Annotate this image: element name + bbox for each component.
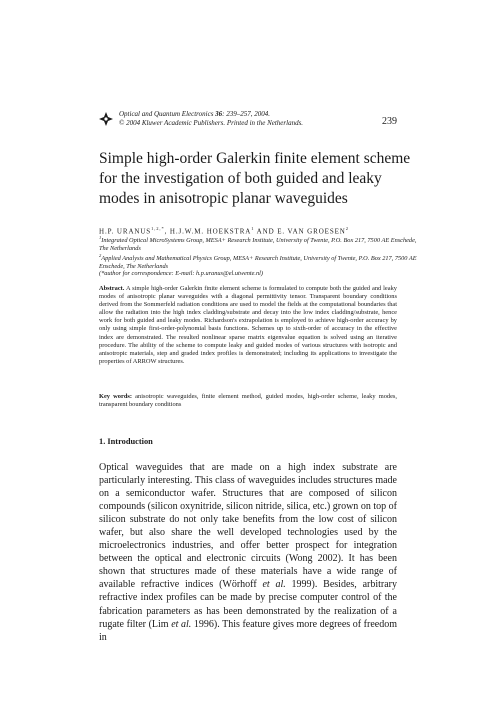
paper-title: Simple high-order Galerkin finite element scheme for the investigation of both guided and leaky modes in anisotropic planar waveguides	[99, 150, 411, 207]
abstract	[99, 285, 397, 366]
affiliation-2: $^2$Applied Analysis and Mathematical Physics Group, MESA+ Research Institute, University of Twente, P.O. Box 217, 7500 AE Enschede, The Netherlands	[99, 253, 417, 271]
publisher-logo-icon	[98, 111, 114, 127]
affiliation-1: $^1$Integrated Optical MicroSystems Group, MESA+ Research Institute, University of Twente, P.O. Box 217, 7500 AE Enschede, The Netherlands	[99, 235, 417, 253]
abstract-label: Abstract.	[99, 285, 125, 292]
correspondence-note: (*author for correspondence: E-mail: h.p.uranus@el.utwente.nl)	[99, 270, 264, 277]
author-list: H.P. $URANUS^{1,2,*}$, H.J.W.M. HOEKSTRA$^1$ AND E. VAN GROESEN$^2$	[99, 226, 349, 236]
page-number: 239	[382, 116, 397, 127]
copyright-line: © 2004 Kluwer Academic Publishers. Printed in the Netherlands.	[119, 119, 304, 127]
intro-paragraph: Optical waveguides that are made on a high index substrate are particularly interesting. This class of waveguides includes structures made on a semiconductor wafer. Structures that are composed of silicon compounds (silicon oxynitride, silicon nitride, silica, etc.) grown on top of silicon substrate do not only take benefits from the low cost of silicon wafer, but also share the well developed technologies used by the microelectronics industries, and offer better prospect for integration between the optical and electronic circuits (Wong 2002). It has been shown that structures made of these materials have a wide range of available refractive indices (Wörhoff et al. 1999). Besides, arbitrary refractive index profiles can be made by precise computer control of the fabrication parameters as has been demonstrated by the realization of a rugate filter (Lim et al. 1996). This feature gives more degrees of freedom in	[99, 462, 398, 643]
keywords	[99, 393, 397, 409]
section-heading: 1. Introduction	[99, 437, 153, 446]
abstract-text: A simple high-order Galerkin finite element scheme is formulated to compute both the guided and leaky modes of anisotropic planar waveguides with a diagonal permittivity tensor. Transparent boundary conditions derived from the Sommerfeld radiation conditions are used to model the fields at the computational boundaries that allow the radiation into the high index cladding/substrate and decay into the low index cladding/substrate, hence work for both guided and leaky modes. Richardson's extrapolation is employed to achieve high-order accuracy by only using simple first-order-polynomial basis functions. Schemes up to sixth-order of accuracy in the effective index are demonstrated. The resulted nonlinear sparse matrix eigenvalue equation is solved using an iterative procedure. The ability of the scheme to compute leaky and guided modes of various structures with isotropic and anisotropic materials, step and graded index profiles is demonstrated; including its applications to investigate the properties of ARROW structures.	[99, 285, 397, 365]
keywords-label: Key words:	[99, 393, 132, 400]
keywords-text: anisotropic waveguides, finite element method, guided modes, high-order scheme, leaky modes, transparent boundary conditions	[99, 393, 398, 409]
journal-citation: Optical and Quantum Electronics 36: 239–257, 2004.	[119, 110, 271, 118]
